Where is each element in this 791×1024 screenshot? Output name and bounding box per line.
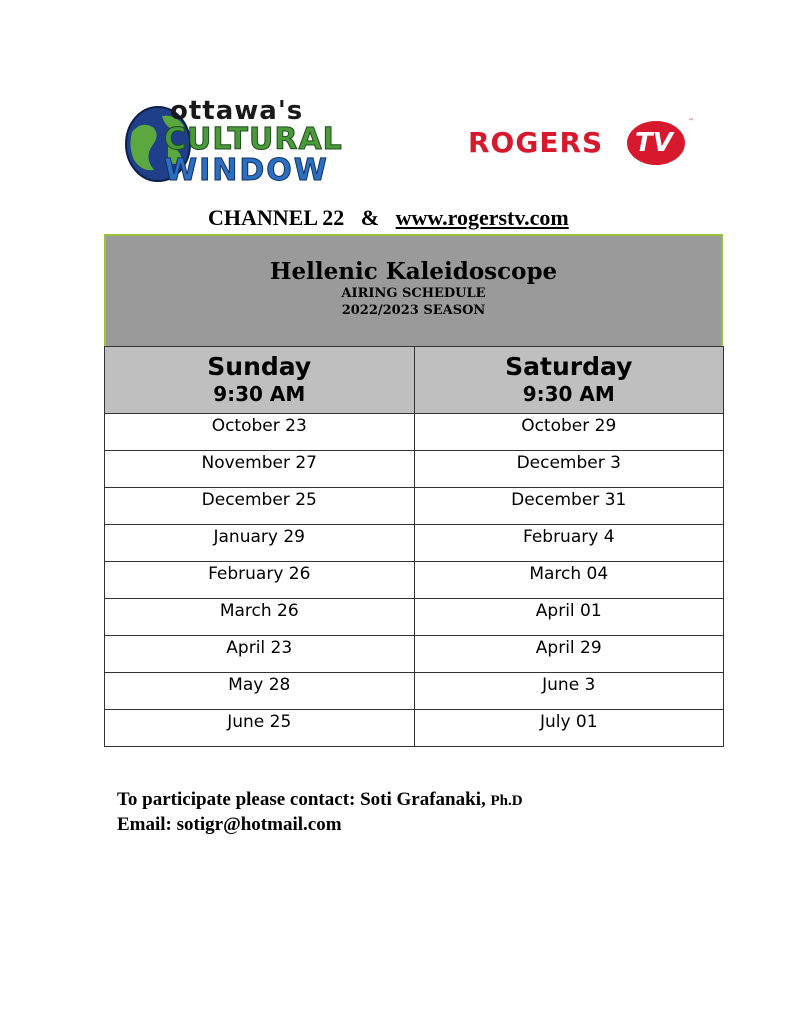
table-row (105, 488, 724, 525)
logo-line-ottawas: ottawa's (170, 96, 304, 126)
column-time: 9:30 AM (522, 382, 615, 406)
sunday-date: April 23 (105, 636, 415, 673)
sunday-date: May 28 (105, 673, 415, 710)
sunday-date: October 23 (105, 414, 415, 451)
column-time: 9:30 AM (213, 382, 306, 406)
table-row (105, 451, 724, 488)
sunday-date: February 26 (105, 562, 415, 599)
cultural-window-logo (124, 96, 343, 188)
column-day: Sunday (207, 352, 312, 381)
schedule-banner-box (104, 234, 723, 347)
table-row (105, 562, 724, 599)
logo-line-window: WINDOW (164, 153, 329, 188)
table-row (105, 636, 724, 673)
channel-label: CHANNEL 22 (208, 205, 345, 230)
schedule-table (104, 346, 724, 747)
rogers-tv-text: TV (635, 128, 673, 158)
table-row (105, 414, 724, 451)
saturday-date: October 29 (414, 414, 724, 451)
trademark-mark: ™ (688, 118, 694, 125)
schedule-banner (106, 236, 721, 347)
channel-ampersand: & (360, 205, 380, 230)
sunday-date: November 27 (105, 451, 415, 488)
saturday-date: June 3 (414, 673, 724, 710)
logo-line-cultural: CULTURAL (164, 122, 343, 157)
saturday-date: December 3 (414, 451, 724, 488)
saturday-date: July 01 (414, 710, 724, 747)
channel-line (208, 205, 569, 231)
rogers-wordmark: ROGERS (468, 126, 604, 159)
table-row (105, 525, 724, 562)
contact-credential: Ph.D (490, 793, 523, 809)
contact-block (117, 788, 523, 837)
column-day: Saturday (505, 352, 633, 381)
table-row (105, 599, 724, 636)
email-line[interactable]: Email: sotigr@hotmail.com (117, 814, 342, 835)
table-row (105, 710, 724, 747)
airing-schedule-label: AIRING SCHEDULE (341, 286, 486, 301)
saturday-date: December 31 (414, 488, 724, 525)
rogers-tv-logo (468, 116, 698, 176)
contact-text: To participate please contact: Soti Grafanaki, (117, 789, 486, 810)
column-header-sunday (105, 347, 415, 414)
column-header-saturday (414, 347, 724, 414)
season-label: 2022/2023 SEASON (341, 303, 486, 318)
table-header-row (105, 347, 724, 414)
saturday-date: March 04 (414, 562, 724, 599)
sunday-date: January 29 (105, 525, 415, 562)
show-title: Hellenic Kaleidoscope (269, 258, 558, 285)
sunday-date: June 25 (105, 710, 415, 747)
saturday-date: April 29 (414, 636, 724, 673)
saturday-date: February 4 (414, 525, 724, 562)
sunday-date: March 26 (105, 599, 415, 636)
table-row (105, 673, 724, 710)
rogers-url-link[interactable]: www.rogerstv.com (395, 205, 569, 230)
sunday-date: December 25 (105, 488, 415, 525)
contact-line (117, 788, 523, 813)
saturday-date: April 01 (414, 599, 724, 636)
